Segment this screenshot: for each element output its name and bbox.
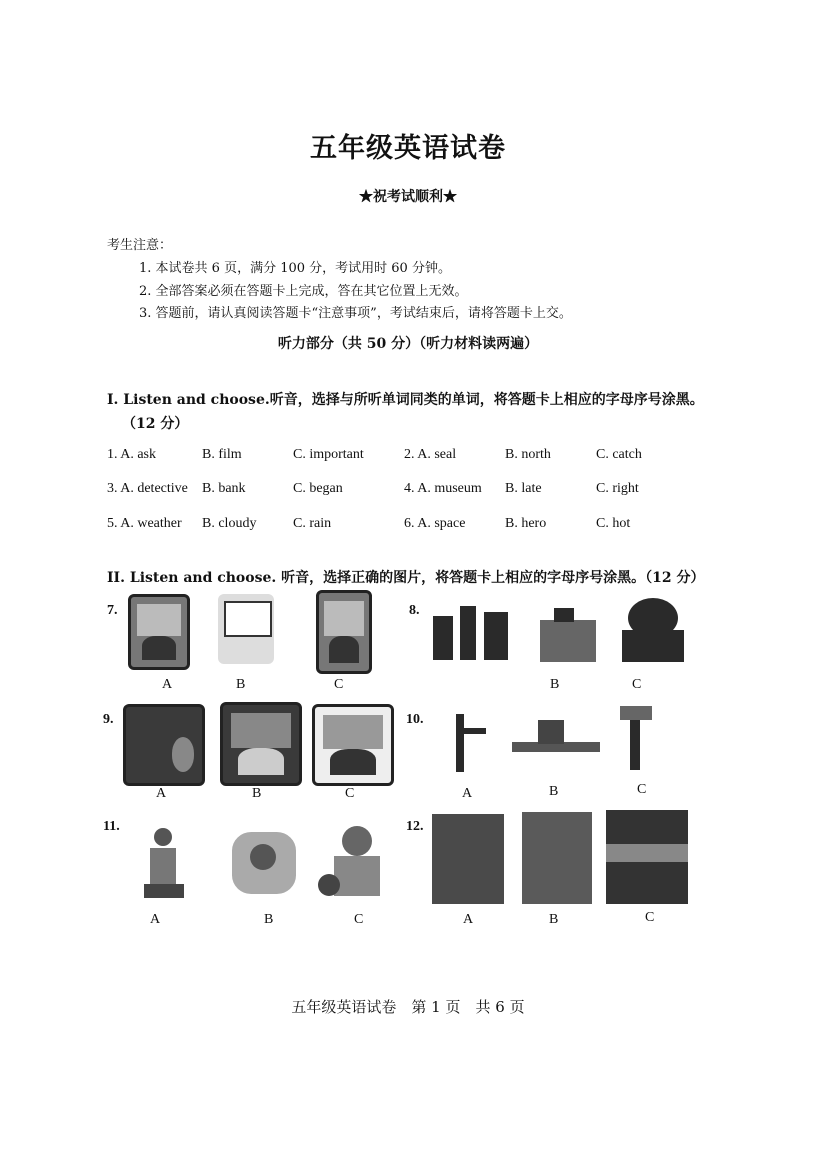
cartoon-scene-picture: [222, 822, 306, 904]
choice-label: C: [645, 910, 655, 925]
option: 5. A. weather: [107, 516, 182, 531]
cartoon-group-picture: [220, 702, 302, 786]
option: C. hot: [596, 516, 631, 531]
choice-label: A: [162, 677, 173, 692]
listening-part-title: 听力部分（共 50 分）（听力材料读两遍）: [277, 336, 539, 352]
choice-label: A: [462, 786, 473, 801]
question-number: 8.: [409, 603, 420, 618]
option: C. began: [293, 481, 343, 496]
option: C. right: [596, 481, 639, 496]
choice-label: C: [354, 912, 364, 927]
photo-picture: [606, 810, 688, 904]
cartoon-dog-running-picture: [130, 822, 196, 908]
option: 6. A. space: [404, 516, 466, 531]
choice-label: A: [156, 786, 167, 801]
option: B. north: [505, 447, 551, 462]
cartoon-character-picture: [318, 822, 394, 904]
good-luck-line: ★祝考试顺利★: [359, 189, 457, 205]
choice-label: C: [334, 677, 344, 692]
choice-label: B: [549, 784, 559, 799]
choice-label: C: [632, 677, 642, 692]
option: B. film: [202, 447, 242, 462]
space-picture: [123, 704, 205, 786]
option: C. important: [293, 447, 364, 462]
question-number: 11.: [103, 819, 120, 834]
choice-label: C: [345, 786, 355, 801]
option: B. late: [505, 481, 542, 496]
question-number: 9.: [103, 712, 114, 727]
section-1-score: （12 分）: [122, 416, 189, 432]
option: B. cloudy: [202, 516, 257, 531]
option: C. catch: [596, 447, 642, 462]
choice-label: B: [264, 912, 274, 927]
option: C. rain: [293, 516, 332, 531]
question-number: 10.: [406, 712, 424, 727]
tablet-picture: [128, 594, 190, 670]
choice-label: A: [150, 912, 161, 927]
detective-picture: [312, 704, 394, 786]
section-1-title: I. Listen and choose.听音，选择与所听单词同类的单词，将答题卡上相应的字母序号涂黑。: [107, 392, 704, 408]
choice-label: B: [236, 677, 246, 692]
signpost-picture: [616, 704, 656, 770]
note-item: 2. 全部答案必须在答题卡上完成，答在其它位置上无效。: [139, 284, 468, 299]
choice-label: B: [252, 786, 262, 801]
photo-picture: [522, 812, 592, 904]
notes-label: 考生注意：: [107, 238, 173, 253]
page-title: 五年级英语试卷: [310, 133, 506, 164]
choice-label: C: [637, 782, 647, 797]
phone-in-hand-picture: [218, 594, 274, 664]
choice-label: B: [550, 677, 560, 692]
page-footer: 五年级英语试卷 第 1 页 共 6 页: [291, 998, 525, 1016]
direction-sign-picture: [446, 714, 494, 772]
note-item: 3. 答题前，请认真阅读答题卡“注意事项”，考试结束后，请将答题卡上交。: [139, 306, 572, 321]
option: B. hero: [505, 516, 547, 531]
building-picture: [532, 600, 604, 662]
note-item: 1. 本试卷共 6 页，满分 100 分，考试用时 60 分钟。: [139, 261, 451, 276]
question-number: 7.: [107, 603, 118, 618]
tree-picture: [620, 594, 686, 662]
option: 4. A. museum: [404, 481, 482, 496]
choice-label: B: [549, 912, 559, 927]
ruins-picture: [428, 598, 514, 662]
phone-picture: [316, 590, 372, 674]
option: 2. A. seal: [404, 447, 457, 462]
photo-picture: [432, 814, 504, 904]
section-2-title: II. Listen and choose. 听音，选择正确的图片，将答题卡上相应的字母序号涂黑。（12 分）: [107, 570, 705, 586]
crossroad-picture: [512, 716, 600, 772]
option: 1. A. ask: [107, 447, 156, 462]
question-number: 12.: [406, 819, 424, 834]
choice-label: A: [463, 912, 474, 927]
option: 3. A. detective: [107, 481, 188, 496]
option: B. bank: [202, 481, 246, 496]
